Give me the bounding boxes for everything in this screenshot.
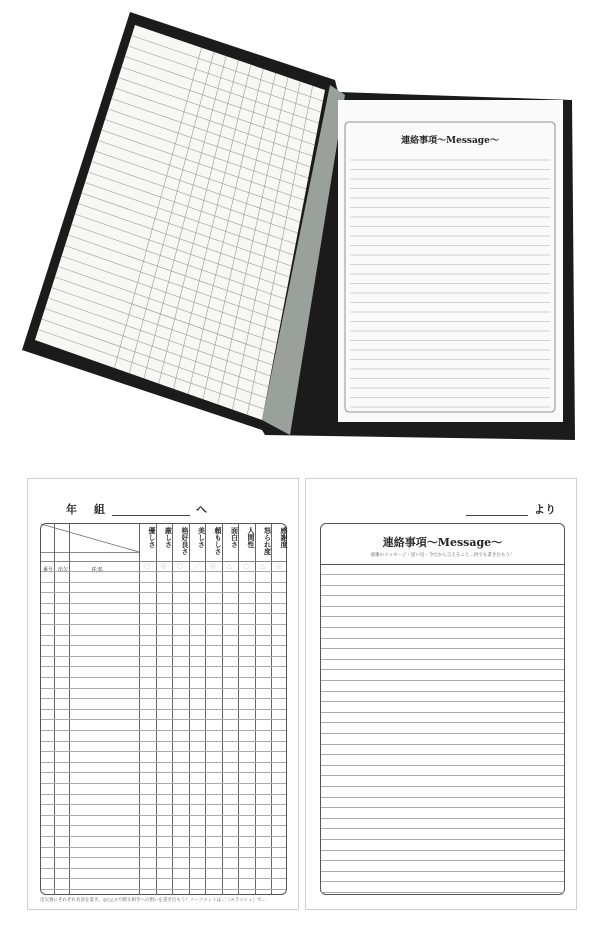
table-row[interactable]: [41, 804, 286, 814]
trait-header: 感謝度: [280, 527, 289, 548]
col-name: 氏名: [91, 567, 104, 574]
sample-symbol: ／: [193, 563, 200, 571]
table-row[interactable]: [41, 688, 286, 698]
message-line[interactable]: [321, 881, 564, 882]
table-row[interactable]: [41, 751, 286, 761]
roster-table: [40, 523, 287, 895]
sample-symbol: ◎: [160, 562, 167, 570]
recipient-line[interactable]: [112, 515, 190, 516]
message-line[interactable]: [321, 712, 564, 713]
message-line[interactable]: [321, 871, 564, 872]
message-line[interactable]: [321, 648, 564, 649]
to-label: へ: [196, 503, 207, 516]
year-label: 年: [66, 503, 77, 516]
table-row[interactable]: [41, 709, 286, 719]
table-row[interactable]: [41, 582, 286, 592]
table-row[interactable]: [41, 825, 286, 835]
message-line[interactable]: [321, 733, 564, 734]
sender-line[interactable]: [466, 515, 528, 516]
table-row[interactable]: [41, 836, 286, 846]
sample-symbol: ◎: [275, 562, 283, 570]
message-line[interactable]: [321, 638, 564, 639]
message-line[interactable]: [321, 595, 564, 596]
message-line[interactable]: [321, 669, 564, 670]
col-attendance: 出欠: [58, 567, 69, 573]
table-row[interactable]: [41, 719, 286, 729]
message-line[interactable]: [321, 691, 564, 692]
table-row[interactable]: [41, 772, 286, 782]
sample-symbol: ○: [143, 562, 151, 570]
message-line[interactable]: [321, 828, 564, 829]
trait-header: 美しさ: [197, 527, 207, 548]
col-number: 番号: [43, 567, 54, 573]
message-subtitle: 感謝のメッセージ・思い出・今だから言えること…何でも書き込もう！: [370, 553, 515, 558]
table-row[interactable]: [41, 624, 286, 634]
trait-header: 優しさ: [148, 527, 157, 548]
message-line[interactable]: [321, 574, 564, 575]
message-line[interactable]: [321, 818, 564, 819]
table-row[interactable]: [41, 666, 286, 676]
message-line[interactable]: [321, 807, 564, 808]
sample-symbol: ○: [176, 562, 184, 570]
table-row[interactable]: [41, 741, 286, 751]
sample-symbol: ◎: [209, 562, 217, 570]
message-line[interactable]: [321, 616, 564, 617]
product-photo: [0, 0, 600, 460]
photo-message-title: 連絡事項～Message～: [401, 136, 499, 146]
footnote: 出欠強にそれぞれ名前を書き、◎○△×で贈る相手への想いを書き込もう！ノーコメントは／（スラッシュ）で…: [40, 898, 267, 903]
trait-header: 厳しさ: [164, 527, 174, 548]
message-line[interactable]: [321, 585, 564, 586]
message-line[interactable]: [321, 754, 564, 755]
sample-symbol: ○: [242, 562, 250, 570]
message-line[interactable]: [321, 722, 564, 723]
roster-page-template: [27, 478, 299, 910]
table-row[interactable]: [41, 815, 286, 825]
message-line[interactable]: [321, 775, 564, 776]
message-line[interactable]: [321, 850, 564, 851]
table-row[interactable]: [41, 677, 286, 687]
message-line[interactable]: [321, 860, 564, 861]
message-line[interactable]: [321, 892, 564, 893]
table-row[interactable]: [41, 783, 286, 793]
message-line[interactable]: [321, 627, 564, 628]
trait-header: 格好良さ: [181, 527, 190, 555]
message-line[interactable]: [321, 839, 564, 840]
message-line[interactable]: [321, 680, 564, 681]
table-row[interactable]: [41, 857, 286, 867]
table-row[interactable]: [41, 847, 286, 857]
class-label: 組: [94, 503, 105, 516]
sample-symbol: △: [259, 562, 266, 570]
table-row[interactable]: [41, 635, 286, 645]
table-row[interactable]: [41, 592, 286, 602]
message-line[interactable]: [321, 606, 564, 607]
message-title: 連絡事項～Message～: [382, 536, 503, 549]
table-row[interactable]: [41, 698, 286, 708]
notebook-right-page: [338, 100, 563, 422]
message-line[interactable]: [321, 701, 564, 702]
table-row[interactable]: [41, 603, 286, 613]
message-page-template: [305, 478, 577, 910]
message-line[interactable]: [321, 797, 564, 798]
table-row[interactable]: [41, 794, 286, 804]
table-row[interactable]: [41, 613, 286, 623]
table-row[interactable]: [41, 571, 286, 581]
table-row[interactable]: [41, 645, 286, 655]
trait-header: 怒られ度: [263, 527, 273, 555]
sample-symbol: △: [226, 562, 233, 570]
from-label: より: [534, 503, 556, 516]
trait-header: 面白さ: [230, 527, 240, 548]
table-row[interactable]: [41, 868, 286, 878]
table-row[interactable]: [41, 730, 286, 740]
table-row[interactable]: [41, 878, 286, 888]
message-line[interactable]: [321, 765, 564, 766]
message-box: [320, 523, 565, 895]
message-line[interactable]: [321, 786, 564, 787]
table-row[interactable]: [41, 762, 286, 772]
message-line[interactable]: [321, 744, 564, 745]
message-line[interactable]: [321, 659, 564, 660]
table-row[interactable]: [41, 656, 286, 666]
trait-header: 人間性: [247, 527, 256, 548]
trait-header: 頼もしさ: [214, 527, 223, 555]
